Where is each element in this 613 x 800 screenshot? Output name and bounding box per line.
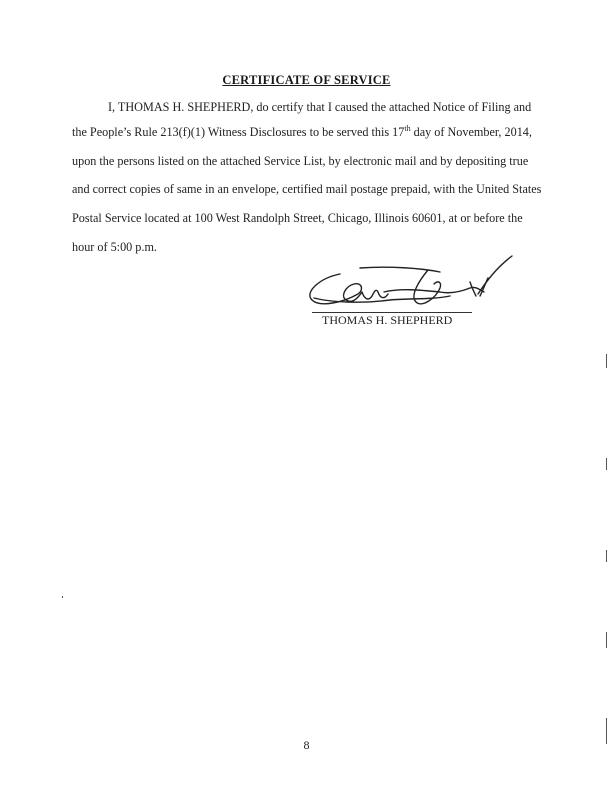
page-number: 8 [303,738,310,752]
body-line-2-text: the People’s Rule 213(f)(1) Witness Disclosures to be served this 17 [72,125,405,139]
scan-artifact [62,596,63,598]
scan-artifact [606,354,607,368]
body-line-2-tail: day of November, 2014, [410,125,532,139]
handwritten-signature [300,252,520,314]
scan-artifact [606,718,607,744]
body-line-1: I, THOMAS H. SHEPHERD, do certify that I caused the attached Notice of Filing and [108,100,532,114]
scan-artifact [606,550,607,562]
signatory-name: THOMAS H. SHEPHERD [322,313,453,327]
document-title: CERTIFICATE OF SERVICE [222,73,391,87]
body-line-3: upon the persons listed on the attached Service List, by electronic mail and by depositing true [72,154,529,168]
body-line-5: Postal Service located at 100 West Randolph Street, Chicago, Illinois 60601, at or before the [72,211,523,225]
body-line-4: and correct copies of same in an envelope, certified mail postage prepaid, with the United States [72,182,542,196]
scan-artifact [606,632,607,648]
body-line-6: hour of 5:00 p.m. [72,240,157,254]
body-line-2 [72,125,532,140]
ordinal-suffix: th [404,124,411,133]
scan-artifact [606,458,607,470]
